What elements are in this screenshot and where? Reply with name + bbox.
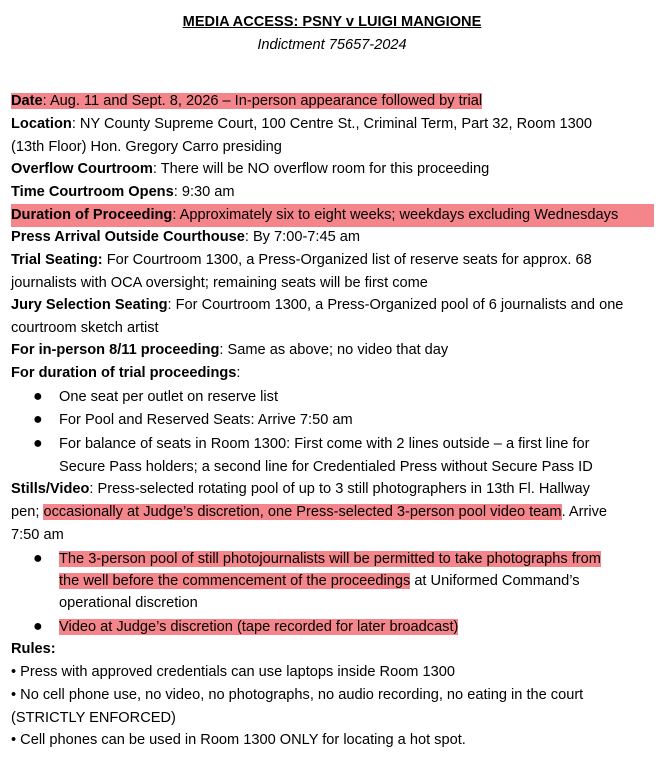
- date-highlight: [11, 93, 482, 109]
- location-label: Location: [11, 116, 72, 132]
- inperson-line: [11, 339, 654, 362]
- press-arrival-value: : By 7:00-7:45 am: [244, 229, 361, 245]
- jury-seating-line: [11, 294, 654, 317]
- inperson-value: : Same as above; no video that day: [219, 342, 449, 358]
- bullet-dot: ●: [33, 550, 43, 567]
- trial-seating-label: Trial Seating:: [11, 252, 103, 268]
- duration-label: Duration of Proceeding: [11, 207, 173, 223]
- rules-heading: [11, 638, 654, 661]
- trial-seating-line: [11, 249, 654, 272]
- opens-line: [11, 181, 654, 204]
- date-line: [11, 90, 654, 113]
- trial-bullet-3-cont: Secure Pass holders; a second line for Credentialed Press without Secure Pass ID: [59, 459, 593, 475]
- trial-seating-line-2: journalists with OCA oversight; remaining seats will be first come: [11, 275, 428, 291]
- stills-line: [11, 478, 654, 501]
- rules-item-1: • Press with approved credentials can use laptops inside Room 1300: [11, 664, 455, 680]
- trial-bullet-3: For balance of seats in Room 1300: First come with 2 lines outside – a first line for: [59, 436, 590, 452]
- duration-value: : Approximately six to eight weeks; weekdays excluding Wednesdays: [172, 207, 619, 223]
- trial-duration-label: For duration of trial proceedings: [11, 365, 237, 381]
- stills-bullet-1: [59, 548, 654, 571]
- overflow-value: : There will be NO overflow room for this proceeding: [152, 161, 490, 177]
- stills-value: : Press-selected rotating pool of up to 3 still photographers in 13th Fl. Hallway: [89, 481, 590, 497]
- rules-item-2: • No cell phone use, no video, no photographs, no audio recording, no eating in the court: [11, 687, 584, 703]
- stills-bullet-1-cont-2: operational discretion: [59, 595, 198, 611]
- stills-bullet-1-highlight-2: the well before the commencement of the proceedings: [59, 573, 411, 589]
- document-title: MEDIA ACCESS: PSNY v LUIGI MANGIONE: [182, 14, 482, 30]
- overflow-label: Overflow Courtroom: [11, 161, 153, 177]
- trial-seating-value: For Courtroom 1300, a Press-Organized list of reserve seats for approx. 68: [102, 252, 592, 268]
- press-arrival-label: Press Arrival Outside Courthouse: [11, 229, 245, 245]
- stills-bullet-1-highlight: The 3-person pool of still photojournalists will be permitted to take photographs from: [59, 551, 601, 567]
- bullet-dot: ●: [33, 435, 43, 452]
- duration-line: [11, 204, 654, 227]
- stills-line2-post: . Arrive: [561, 504, 607, 520]
- bullet-dot: ●: [33, 618, 43, 635]
- trial-duration-line: [11, 362, 654, 385]
- location-line-2: (13th Floor) Hon. Gregory Carro presiding: [11, 139, 282, 155]
- rules-item-2-cont: (STRICTLY ENFORCED): [11, 710, 176, 726]
- stills-bullet-1-cont: [59, 570, 654, 593]
- date-value: : Aug. 11 and Sept. 8, 2026 – In-person appearance followed by trial: [42, 93, 483, 109]
- overflow-line: [11, 158, 654, 181]
- bullet-dot: ●: [33, 411, 43, 428]
- document-subtitle: Indictment 75657-2024: [257, 37, 407, 53]
- date-label: Date: [11, 93, 43, 109]
- stills-video-highlight: occasionally at Judge’s discretion, one Press-selected 3-person pool video team: [43, 504, 562, 520]
- rules-item-3: • Cell phones can be used in Room 1300 ONLY for locating a hot spot.: [11, 732, 466, 748]
- stills-line-3: 7:50 am: [11, 527, 64, 543]
- stills-label: Stills/Video: [11, 481, 90, 497]
- opens-label: Time Courtroom Opens: [11, 184, 174, 200]
- inperson-label: For in-person 8/11 proceeding: [11, 342, 220, 358]
- jury-seating-value: : For Courtroom 1300, a Press-Organized pool of 6 journalists and one: [167, 297, 624, 313]
- press-arrival-line: [11, 226, 654, 249]
- rules-label: Rules:: [11, 641, 56, 657]
- opens-value: : 9:30 am: [173, 184, 235, 200]
- stills-bullet-2-highlight: Video at Judge’s discretion (tape recorded for later broadcast): [59, 619, 459, 635]
- location-line: [11, 113, 654, 136]
- stills-line2-pre: pen;: [11, 504, 44, 520]
- trial-bullet-2: For Pool and Reserved Seats: Arrive 7:50 am: [59, 412, 353, 428]
- stills-bullet-2: [59, 616, 654, 639]
- trial-bullet-1: One seat per outlet on reserve list: [59, 389, 279, 405]
- location-value: : NY County Supreme Court, 100 Centre St., Criminal Term, Part 32, Room 1300: [71, 116, 593, 132]
- stills-bullet-1-post: at Uniformed Command’s: [410, 573, 580, 589]
- bullet-dot: ●: [33, 388, 43, 405]
- jury-seating-line-2: courtroom sketch artist: [11, 320, 159, 336]
- trial-duration-value: :: [236, 365, 241, 381]
- stills-line-2: [11, 501, 654, 524]
- jury-seating-label: Jury Selection Seating: [11, 297, 168, 313]
